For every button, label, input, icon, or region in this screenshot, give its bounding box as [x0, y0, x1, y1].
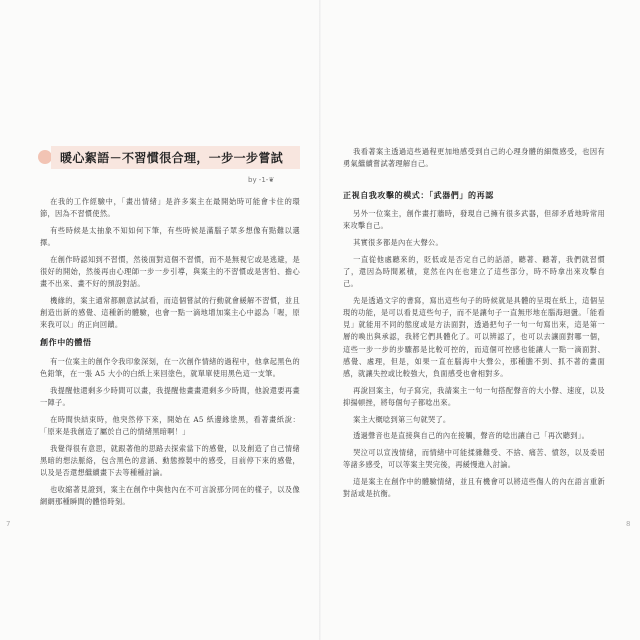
page-number: 7	[6, 520, 11, 528]
paragraph: 在我的工作經驗中，「畫出情緒」是許多案主在最開始時可能會卡住的環節，因為不習慣使然。	[40, 197, 300, 219]
paragraph: 有一位案主的創作令我印象深刻，在一次創作情緒的過程中，他拿起黑色的色鉛筆，在一張 A5 大小的白紙上來回塗色，就單單使用黑色這一支筆。	[40, 357, 300, 379]
paragraph: 有些時候是太抽象不知如何下筆，有些時候是滿腦子眾多想像有點難以選擇。	[40, 225, 300, 248]
right-body-bottom	[343, 208, 605, 505]
right-page	[321, 0, 640, 640]
paragraph: 再說回案主，句子寫完，我請案主一句一句搭配聲音的大小聲、速度，以及抑揚頓挫，將每個句子都唸出來。	[343, 385, 605, 407]
article-byline: by -1-❦	[248, 176, 275, 184]
paragraph: 一直從他處聽來的，貶低或是否定自己的話語，聽著、聽著，我們就習慣了，還因為時間累積，竟然在內在也建立了這些部分，時不時拿出來攻擊自己。	[343, 254, 605, 289]
article-title: 暖心絮語－不習慣很合理，一步一步嘗試	[60, 151, 284, 165]
left-body-top	[40, 196, 300, 336]
page-number: 8	[626, 520, 631, 528]
paragraph: 在時間快結束時，他突然停下來，開始在 A5 紙邊緣塗黑，看著畫紙說：「原來是我創造了屬於自己的情緒黑暗啊！」	[40, 414, 300, 437]
paragraph: 我覺得很有意思，就跟著他的思路去探索當下的感覺，以及創造了自己情緒黑暗的想法脈絡，包含黑色的意涵、動態擦製中的感受，目前停下來的感覺，以及是否還想繼續畫下去等種種討論。	[40, 443, 300, 478]
section-heading: 創作中的體悟	[40, 338, 92, 347]
paragraph: 另外一位案主，創作畫打牆時，發現自己擁有很多武器，但卻矛盾地時常用來攻擊自己。	[343, 209, 605, 231]
paragraph: 案主大概唸到第三句就哭了。	[353, 414, 451, 424]
paragraph: 也收縮著見證到，案主在創作中與他內在不可言說那分同在的樣子，以及像網網那種瞬間的體悟時刻。	[40, 484, 300, 507]
paragraph: 先是透過文字的書寫，寫出這些句子的時候就是具體的呈現在紙上，這個呈現的功能，是可以看見這些句子，而不是讓句子一直無形地在腦海迴盪。「能看見」就能用不同的態度或是方法面對，透過把句子一句一句寫出來，這是第一層的喚出與承認，我將它們具體化了。可以辨認了，也可以去讓面對哪一個，這些一步一步的步驟都是比較可控的，而這個可控感也能讓人一點一滴面對、感覺、處理，但是，如果一直在腦海中大聲公，那種膽不到、抓不著的畫面感，就讓失控或比較強大，負面感受也會相對多。	[343, 295, 605, 378]
right-body-top	[343, 146, 605, 175]
left-body-bottom	[40, 356, 300, 513]
paragraph: 我提醒他還剩多少時間可以畫，我提醒他畫畫還剩多少時間，他說還要再畫一陣子。	[40, 385, 300, 408]
paragraph: 機緣的，案主通常都願意試試看，而這個嘗試的行動就會緩解不習慣，並且創造出新的感覺、這種新的體驗，也會一點一滴地增加案主心中認為「喔，原來我可以」的正向回饋。	[40, 295, 300, 330]
paragraph: 這是案主在創作中的體驗情緒，並且有機會可以將這些傷人的內在語言重新對話或是抗衡。	[343, 476, 605, 499]
paragraph: 哭泣可以宣洩情緒，而情緒中可能揉雜難受、不捨、痛苦、憤怒，以及委屈等諸多感受，可以等案主哭完後，再緩慢進入討論。	[343, 447, 605, 470]
paragraph: 其實很多都是內在大聲公。	[353, 237, 443, 247]
paragraph: 透過聲音也是直接與自己的內在接觸，聲音的唸出讓自己「再次聽到」。	[353, 431, 590, 441]
section-heading: 正視自我攻擊的模式：「武器們」的再認	[343, 191, 494, 200]
title-dot-icon	[38, 150, 52, 164]
left-page	[0, 0, 318, 640]
paragraph: 在創作時認知到不習慣，然後面對這個不習慣，而不是無視它或是逃避，是很好的開始，然後再由心理師一步一步引導，與案主的不習慣或是害怕、擔心畫不出來、畫不好的預設對話。	[40, 254, 300, 289]
paragraph: 我看著案主透過這些過程更加地感受到自己的心理身體的細微感受，也因有勇氣繼續嘗試著理解自己。	[343, 147, 605, 169]
title-banner	[38, 145, 300, 169]
